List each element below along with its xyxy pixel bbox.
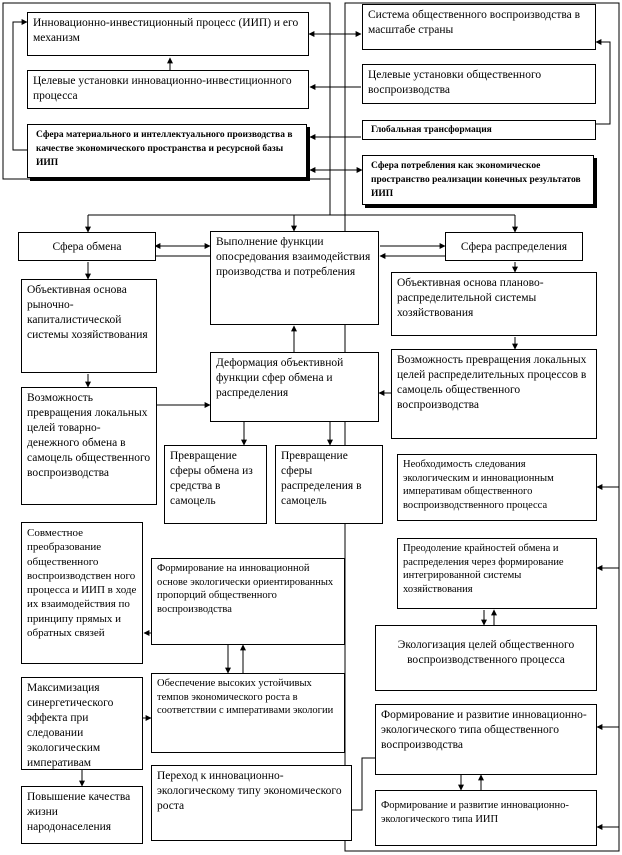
box-formation-proportions: Формирование на инновационной основе экологически ориентированных пропорций общественного воспроизводства (151, 558, 345, 645)
box-planned-basis: Объективная основа планово-распределительной системы хозяйствования (391, 272, 597, 336)
box-deformation: Деформация объективной функции сфер обмена и распределения (210, 352, 379, 422)
box-target-reproduction: Целевые установки общественного воспроизводства (362, 64, 596, 104)
box-global-transformation: Глобальная трансформация (362, 120, 596, 140)
box-iip-process: Инновационно-инвестиционный процесс (ИИП) и его механизм (27, 12, 309, 56)
box-living-standard: Повышение качества жизни народонаселения (21, 786, 143, 844)
box-market-basis: Объективная основа рыночно-капиталистической системы хозяйствования (21, 279, 157, 373)
box-reproduction-country: Система общественного воспроизводства в масштабе страны (362, 4, 596, 50)
box-possibility-distribution: Возможность превращения локальных целей распределительных процессов в самоцель общественного воспроизводства (391, 349, 597, 439)
box-formation-reproduction-type: Формирование и развитие инновационно-экологического типа общественного воспроизводства (375, 704, 597, 775)
box-overcoming-extremes: Преодоление крайностей обмена и распределения через формирование интегрированной системы хозяйствования (397, 538, 597, 609)
box-sphere-distribution: Сфера распределения (445, 232, 583, 261)
box-synergy: Максимизация синергетического эффекта при следовании экологическим императивам (21, 677, 143, 770)
box-high-growth: Обеспечение высоких устойчивых темпов экономического роста в соответствии с императивами экологии (151, 673, 345, 753)
box-necessity-ecology: Необходимость следования экологическим и инновационным императивам общественного воспроизводственного процесса (397, 454, 597, 521)
box-transition-growth: Переход к инновационно-экологическому типу экономического роста (151, 765, 352, 841)
box-target-iip: Целевые установки инновационно-инвестиционного процесса (27, 70, 309, 109)
box-distribution-selfgoal: Превращение сферы распределения в самоцель (275, 445, 383, 524)
box-ecologization: Экологизация целей общественного воспроизводственного процесса (375, 625, 597, 691)
box-formation-iip-type: Формирование и развитие инновационно-экологического типа ИИП (375, 790, 597, 846)
box-sphere-consumption: Сфера потребления как экономическое пространство реализации конечных результатов ИИП (362, 155, 594, 205)
box-possibility-market: Возможность превращения локальных целей товарно-денежного обмена в самоцель общественного воспроизводства (21, 387, 157, 505)
box-exchange-selfgoal: Превращение сферы обмена из средства в самоцель (164, 445, 267, 524)
box-joint-transformation: Совместное преобразование общественного воспроизводствен ного процесса и ИИП в ходе их взаимодействия по принципу прямых и обратных связей (21, 522, 143, 664)
box-mediation-function: Выполнение функции опосредования взаимодействия производства и потребления (210, 231, 379, 325)
box-sphere-exchange: Сфера обмена (18, 232, 156, 261)
box-sphere-material: Сфера материального и интеллектуального производства в качестве экономического пространства и ресурсной базы ИИП (27, 124, 307, 178)
